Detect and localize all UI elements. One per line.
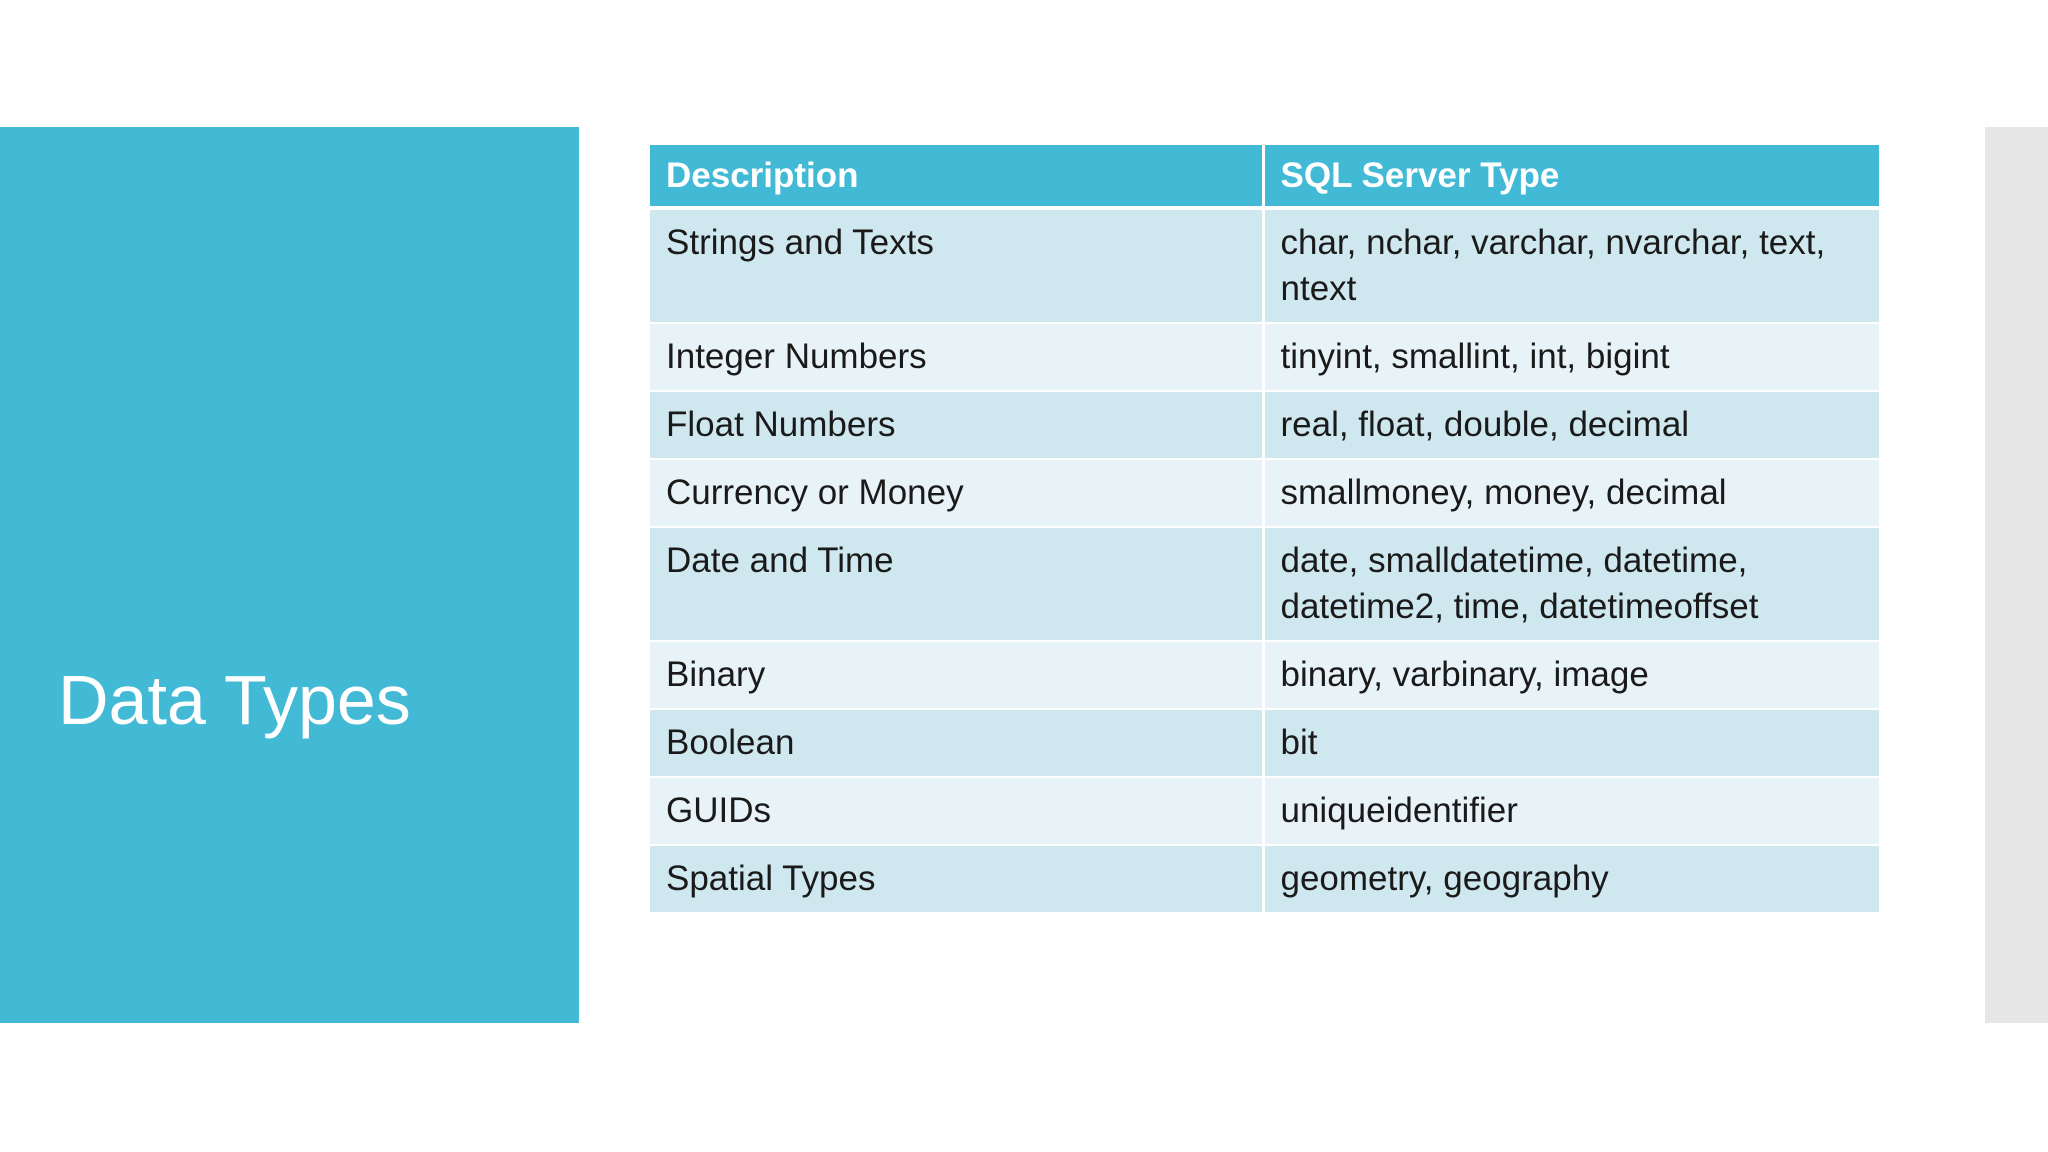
type-cell: char, nchar, varchar, nvarchar, text, ntext	[1263, 208, 1879, 323]
description-cell: Float Numbers	[650, 391, 1263, 459]
type-cell: geometry, geography	[1263, 845, 1879, 913]
description-cell: Integer Numbers	[650, 323, 1263, 391]
description-cell: Currency or Money	[650, 459, 1263, 527]
header-sql-server-type: SQL Server Type	[1263, 145, 1879, 208]
data-types-table	[650, 145, 1879, 914]
right-side-bar	[1985, 127, 2048, 1023]
table-row	[650, 777, 1879, 845]
type-cell: bit	[1263, 709, 1879, 777]
description-cell: Date and Time	[650, 527, 1263, 641]
type-cell: smallmoney, money, decimal	[1263, 459, 1879, 527]
type-cell: real, float, double, decimal	[1263, 391, 1879, 459]
slide-title: Data Types	[58, 661, 411, 739]
table-header-row	[650, 145, 1879, 208]
table-row	[650, 208, 1879, 323]
table-row	[650, 391, 1879, 459]
title-panel	[0, 127, 579, 1023]
description-cell: Strings and Texts	[650, 208, 1263, 323]
table-row	[650, 845, 1879, 913]
description-cell: Boolean	[650, 709, 1263, 777]
table-row	[650, 459, 1879, 527]
type-cell: binary, varbinary, image	[1263, 641, 1879, 709]
table-row	[650, 323, 1879, 391]
description-cell: Spatial Types	[650, 845, 1263, 913]
description-cell: Binary	[650, 641, 1263, 709]
table-row	[650, 641, 1879, 709]
table-row	[650, 709, 1879, 777]
table-row	[650, 527, 1879, 641]
type-cell: uniqueidentifier	[1263, 777, 1879, 845]
description-cell: GUIDs	[650, 777, 1263, 845]
type-cell: date, smalldatetime, datetime, datetime2, time, datetimeoffset	[1263, 527, 1879, 641]
type-cell: tinyint, smallint, int, bigint	[1263, 323, 1879, 391]
header-description: Description	[650, 145, 1263, 208]
